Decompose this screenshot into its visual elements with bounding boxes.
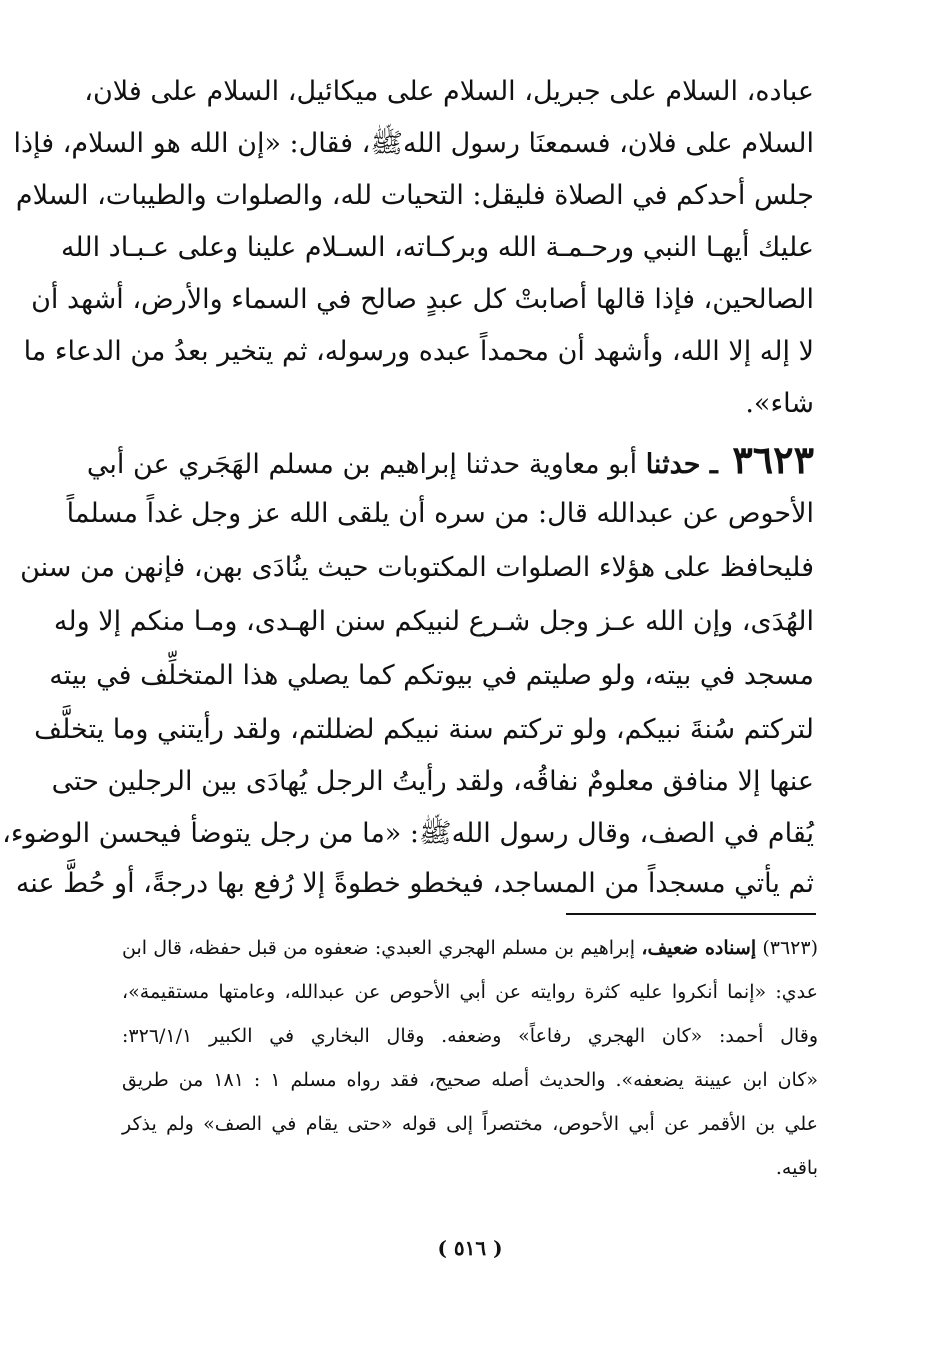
footnote-line: عدي: «إنما أنكروا عليه كثرة روايته عن أبي الأحوص عن عبدالله، وعامتها مستقيمة»، [122, 981, 818, 1003]
main-text-line: السلام على فلان، فسمعنَا رسول اللهﷺ، فقال: «إن الله هو السلام، فإذا [13, 128, 814, 159]
page-number: ( ٥١٦ ) [437, 1236, 503, 1260]
footnote-first-line-text: إبراهيم بن مسلم الهجري العبدي: ضعفوه من قبل حفظه، قال ابن [122, 937, 636, 959]
footnote-line: باقيه. [775, 1157, 818, 1179]
hadith-lead: ـ حدثنا [645, 449, 718, 480]
footnote-grading: إسناده ضعيف، [641, 937, 757, 959]
hadith-text-line: مسجد في بيته، ولو صليتم في بيوتكم كما يصلي هذا المتخلِّف في بيته [49, 660, 814, 691]
main-text-line: شاء». [745, 388, 814, 419]
hadith-first-line [86, 437, 814, 482]
main-text-line: الصالحين، فإذا قالها أصابتْ كل عبدٍ صالح في السماء والأرض، أشهد أن [31, 284, 814, 315]
footnote-line: «كان ابن عيينة يضعفه». والحديث أصله صحيح، فقد رواه مسلم ١ : ١٨١ من طريق [122, 1069, 818, 1091]
hadith-text-line: لتركتم سُنةَ نبيكم، ولو تركتم سنة نبيكم لضللتم، ولقد رأيتني وما يتخلَّف [34, 714, 814, 745]
hadith-text-line: عنها إلا منافق معلومٌ نفاقُه، ولقد رأيتُ الرجل يُهادَى بين الرجلين حتى [51, 766, 814, 797]
hadith-text-line: الهُدَى، وإن الله عـز وجل شـرع لنبيكم سنن الهـدى، ومـا منكم إلا وله [53, 606, 814, 637]
hadith-text-line: فليحافظ على هؤلاء الصلوات المكتوبات حيث ينُادَى بهن، فإنهن من سنن [20, 552, 814, 583]
hadith-text-line: ثم يأتي مسجداً من المساجد، فيخطو خطوةً إلا رُفع بها درجةً، أو حُطَّ عنه [15, 868, 814, 899]
footnote-divider [566, 913, 816, 915]
main-text-line: لا إله إلا الله، وأشهد أن محمداً عبده ورسوله، ثم يتخير بعدُ من الدعاء ما [23, 336, 814, 367]
main-text-line: عباده، السلام على جبريل، السلام على ميكائيل، السلام على فلان، [84, 76, 814, 107]
hadith-first-line-text: أبو معاوية حدثنا إبراهيم بن مسلم الهَجَري عن أبي [86, 449, 638, 480]
main-text-line: جلس أحدكم في الصلاة فليقل: التحيات لله، والصلوات والطيبات، السلام [15, 180, 814, 211]
footnote-ref: (٣٦٢٣) [762, 937, 819, 959]
hadith-number: ٣٦٢٣ [732, 437, 814, 482]
footnote-line: وقال أحمد: «كان الهجري رفاعاً» وضعفه. وقال البخاري في الكبير ٣٢٦/١/١: [122, 1025, 818, 1047]
hadith-text-line: يُقام في الصف، وقال رسول اللهﷺ: «ما من رجل يتوضأ فيحسن الوضوء، [2, 818, 814, 849]
main-text-line: عليك أيهـا النبي ورحـمـة الله وبركـاته، السـلام علينا وعلى عـبـاد الله [60, 232, 814, 263]
hadith-text-line: الأحوص عن عبدالله قال: من سره أن يلقى الله عز وجل غداً مسلماً [66, 498, 814, 529]
footnote-first-line [122, 932, 818, 964]
footnote-line: علي بن الأقمر عن أبي الأحوص، مختصراً إلى قوله «حتى يقام في الصف» ولم يذكر [122, 1113, 818, 1135]
